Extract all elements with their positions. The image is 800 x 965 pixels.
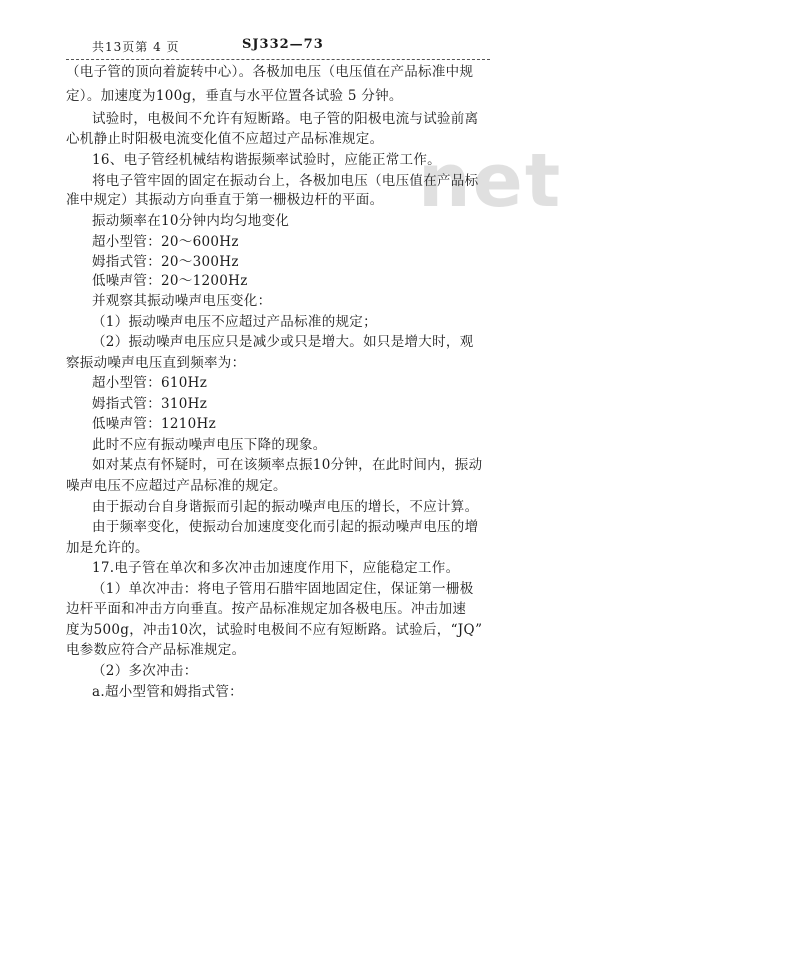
text-line: 将电子管牢固的固定在振动台上，各极加电压（电压值在产品标 <box>92 173 479 189</box>
text-line: 16、电子管经机械结构谐振频率试验时，应能正常工作。 <box>92 152 441 168</box>
text-line: 噪声电压不应超过产品标准的规定。 <box>66 478 287 494</box>
text-line: 由于振动台自身谐振而引起的振动噪声电压的增长，不应计算。 <box>92 499 479 515</box>
text-line: （2）多次冲击： <box>92 663 198 679</box>
text-line: 察振动噪声电压直到频率为： <box>66 355 246 371</box>
text-line: 试验时，电极间不允许有短断路。电子管的阳极电流与试验前离 <box>92 111 479 127</box>
text-line: （电子管的顶向着旋转中心）。各极加电压（电压值在产品标准中规 <box>66 64 474 80</box>
page-header <box>92 38 488 58</box>
text-line: 定）。加速度为100g，垂直与水平位置各试验 5 分钟。 <box>66 88 403 104</box>
text-line: 低噪声管：1210Hz <box>92 416 217 432</box>
document-code: SJ332—73 <box>242 37 324 52</box>
page-number: 共13页第 4 页 <box>92 40 180 54</box>
text-line: （1）振动噪声电压不应超过产品标准的规定； <box>92 314 377 330</box>
text-line: 边杆平面和冲击方向垂直。按产品标准规定加各极电压。冲击加速 <box>66 601 467 617</box>
text-line: 加是允许的。 <box>66 540 149 556</box>
text-line: a.超小型管和姆指式管： <box>92 684 243 700</box>
text-line: 超小型管：610Hz <box>92 375 208 391</box>
text-line: 姆指式管：310Hz <box>92 396 208 412</box>
text-line: （1）单次冲击：将电子管用石腊牢固地固定住，保证第一栅极 <box>92 581 474 597</box>
text-line: 电参数应符合产品标准规定。 <box>66 642 246 658</box>
text-line: 此时不应有振动噪声电压下降的现象。 <box>92 437 327 453</box>
text-line: 并观察其振动噪声电压变化： <box>92 293 272 309</box>
text-line: 如对某点有怀疑时，可在该频率点振10分钟，在此时间内，振动 <box>92 457 483 473</box>
text-line: 准中规定）其振动方向垂直于第一栅极边杆的平面。 <box>66 192 384 208</box>
text-line: 姆指式管：20～300Hz <box>92 254 239 270</box>
header-rule <box>66 59 490 60</box>
text-line: 超小型管：20～600Hz <box>92 234 239 250</box>
text-line: 低噪声管：20～1200Hz <box>92 273 248 289</box>
text-line: 心机静止时阳极电流变化值不应超过产品标准规定。 <box>66 131 384 147</box>
text-line: 17.电子管在单次和多次冲击加速度作用下，应能稳定工作。 <box>92 560 460 576</box>
watermark: net <box>418 138 563 224</box>
text-line: 由于频率变化，使振动台加速度变化而引起的振动噪声电压的增 <box>92 519 479 535</box>
text-line: 振动频率在10分钟内均匀地变化 <box>92 213 290 229</box>
text-line: （2）振动噪声电压应只是减少或只是增大。如只是增大时，观 <box>92 334 474 350</box>
text-line: 度为500g，冲击10次，试验时电极间不应有短断路。试验后，“JQ” <box>66 622 483 638</box>
